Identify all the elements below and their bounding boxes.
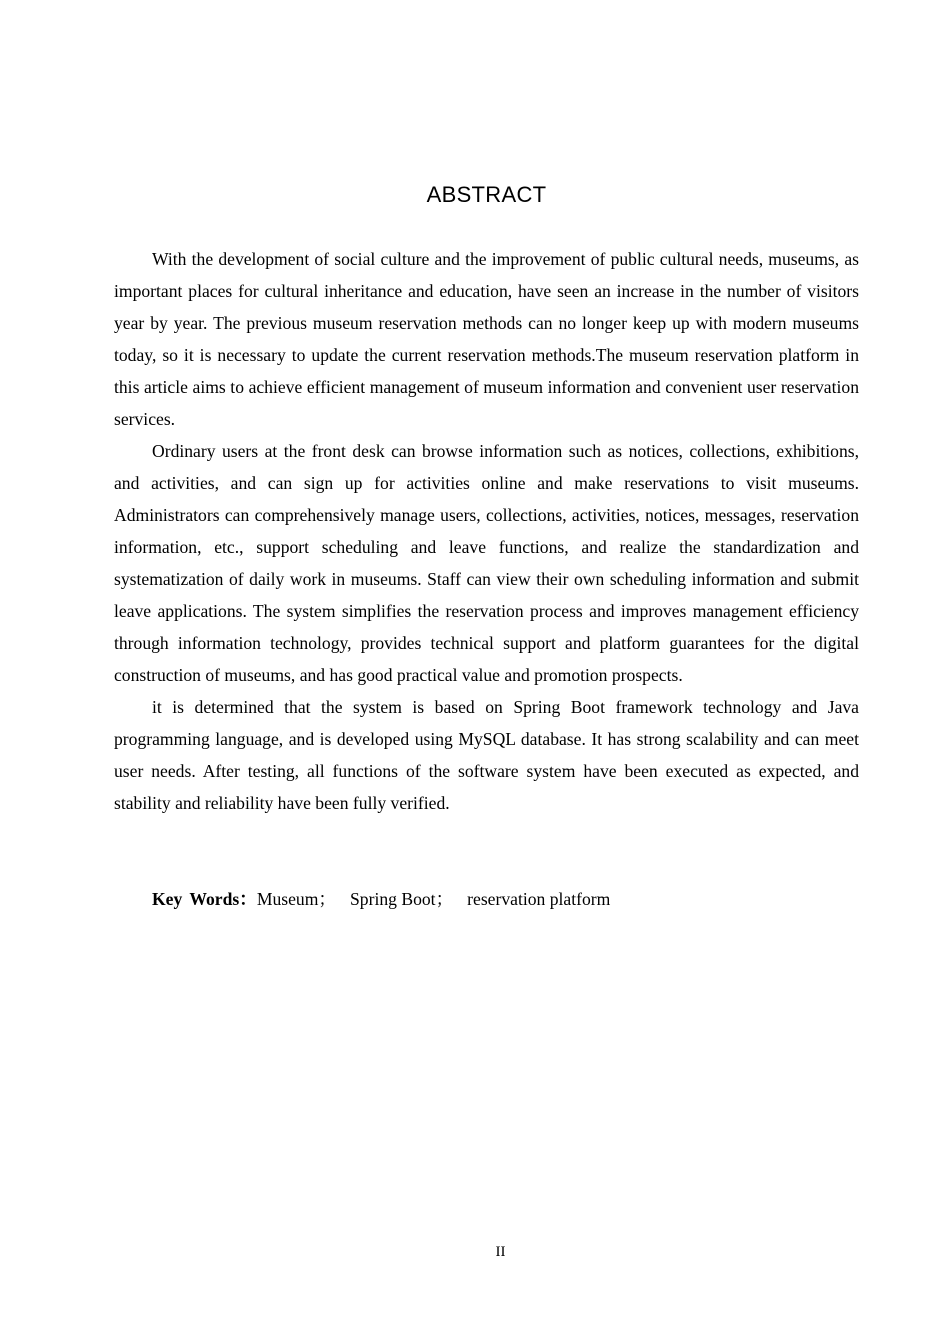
abstract-paragraph-2: Ordinary users at the front desk can browse information such as notices, collections, exhibitions, and activities, and can sign up for activities online and make reservations to visit museums. Administrators can comprehensively manage users, collections, activities, notices, messages, reservation information, etc., support scheduling and leave functions, and realize the standardization and systematization of daily work in museums. Staff can view their own scheduling information and submit leave applications. The system simplifies the reservation process and improves management efficiency through information technology, provides technical support and platform guarantees for the digital construction of museums, and has good practical value and promotion prospects.: [114, 441, 859, 685]
page-number: II: [495, 1244, 506, 1260]
abstract-paragraph-1: With the development of social culture and the improvement of public cultural needs, museums, as important places for cultural inheritance and education, have seen an increase in the number of visitors year by year. The previous museum reservation methods can no longer keep up with modern museums today, so it is necessary to update the current reservation methods.The museum reservation platform in this article aims to achieve efficient management of museum information and convenient user reservation services.: [114, 249, 859, 429]
keywords-label: Key Words：: [152, 889, 257, 909]
keyword-separator: ；: [435, 889, 454, 909]
abstract-paragraph-3: it is determined that the system is based on Spring Boot framework technology and Java programming language, and is developed using MySQL database. It has strong scalability and can meet user needs. After testing, all functions of the software system have been executed as expected, and stability and reliability have been fully verified.: [114, 697, 859, 813]
keyword-item: Spring Boot: [350, 889, 436, 909]
keywords-line: [152, 883, 852, 915]
keyword-item: reservation platform: [467, 889, 611, 909]
keyword-separator: ；: [318, 889, 337, 909]
keyword-item: Museum: [256, 889, 319, 909]
abstract-title: ABSTRACT: [426, 182, 547, 207]
abstract-body: [114, 243, 859, 819]
